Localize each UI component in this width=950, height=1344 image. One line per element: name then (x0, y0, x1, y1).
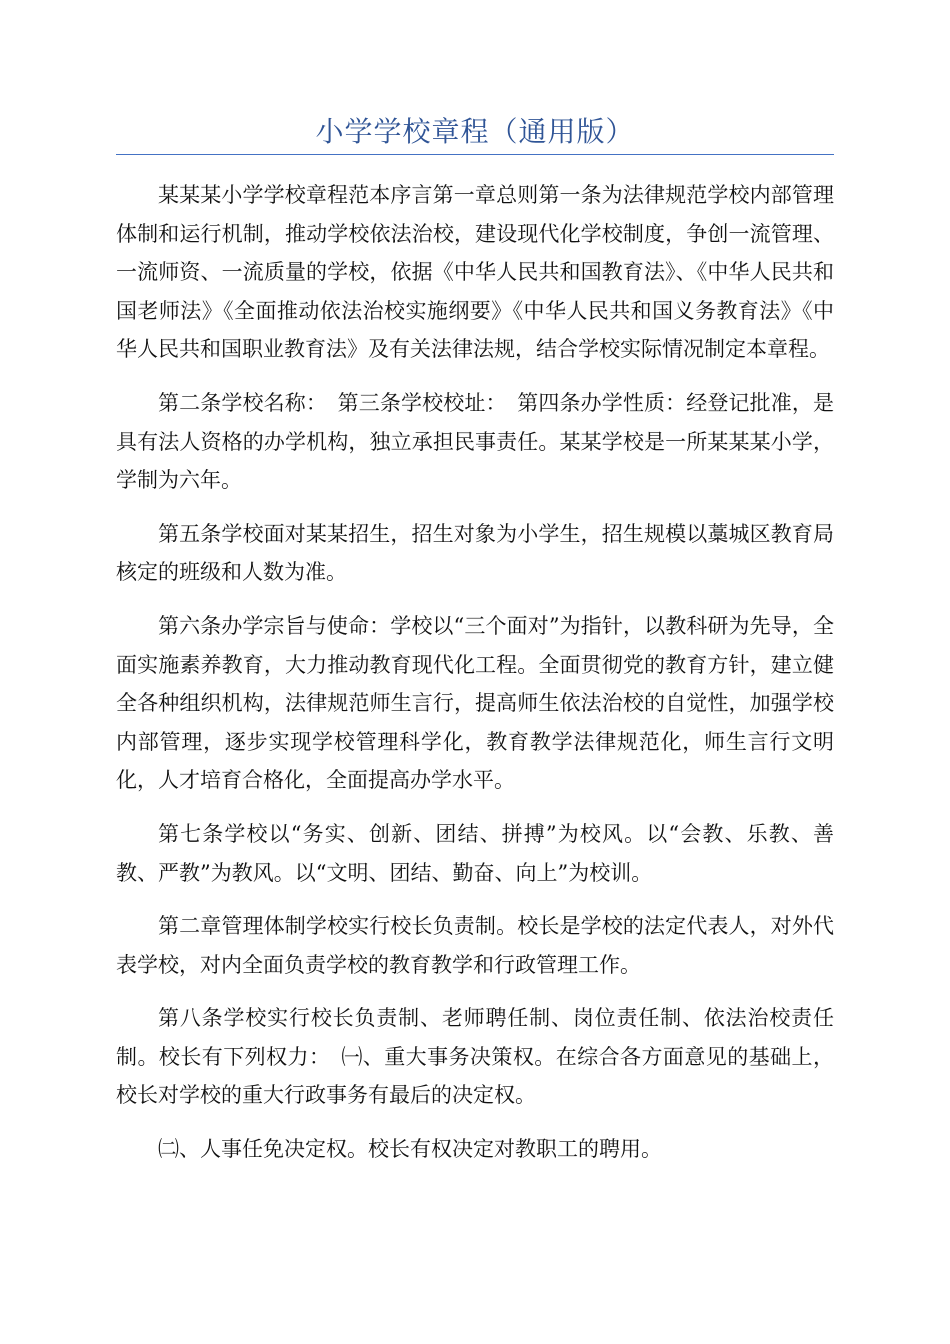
paragraph-chapter-2: 第二章管理体制学校实行校长负责制。校长是学校的法定代表人，对外代表学校，对内全面负责学校的教育教学和行政管理工作。 (116, 914, 834, 977)
document-body (116, 176, 834, 1184)
paragraph-preamble-article-1: 某某某小学学校章程范本序言第一章总则第一条为法律规范学校内部管理体制和运行机制，推动学校依法治校，建设现代化学校制度，争创一流管理、一流师资、一流质量的学校，依据《中华人民共和国教育法》、《中华人民共和国老师法》《全面推动依法治校实施纲要》《中华人民共和国义务教育法》《中华人民共和国职业教育法》及有关法律法规，结合学校实际情况制定本章程。 (116, 183, 834, 362)
paragraph-article-6: 第六条办学宗旨与使命：学校以“三个面对”为指针，以教科研为先导，全面实施素养教育，大力推动教育现代化工程。全面贯彻党的教育方针，建立健全各种组织机构，法律规范师生言行，提高师生依法治校的自觉性，加强学校内部管理，逐步实现学校管理科学化，教育教学法律规范化，师生言行文明化，人才培育合格化，全面提高办学水平。 (116, 613, 834, 793)
title-underline (116, 154, 834, 155)
paragraph-articles-2-4: 第二条学校名称： 第三条学校校址： 第四条办学性质：经登记批准，是具有法人资格的办学机构，独立承担民事责任。某某学校是一所某某某小学，学制为六年。 (116, 390, 834, 493)
paragraph-article-8: 第八条学校实行校长负责制、老师聘任制、岗位责任制、依法治校责任制。校长有下列权力： ㈠、重大事务决策权。在综合各方面意见的基础上，校长对学校的重大行政事务有最后的决定权。 (116, 1006, 834, 1108)
paragraph-item-2: ㈡、人事任免决定权。校长有权决定对教职工的聘用。 (158, 1137, 662, 1162)
document-title: 小学学校章程（通用版） (315, 115, 635, 148)
paragraph-article-7: 第七条学校以“务实、创新、团结、拼搏”为校风。以“会教、乐教、善教、严教”为教风。以“文明、团结、勤奋、向上”为校训。 (116, 821, 834, 885)
paragraph-article-5: 第五条学校面对某某招生，招生对象为小学生，招生规模以藁城区教育局核定的班级和人数为准。 (116, 521, 834, 585)
